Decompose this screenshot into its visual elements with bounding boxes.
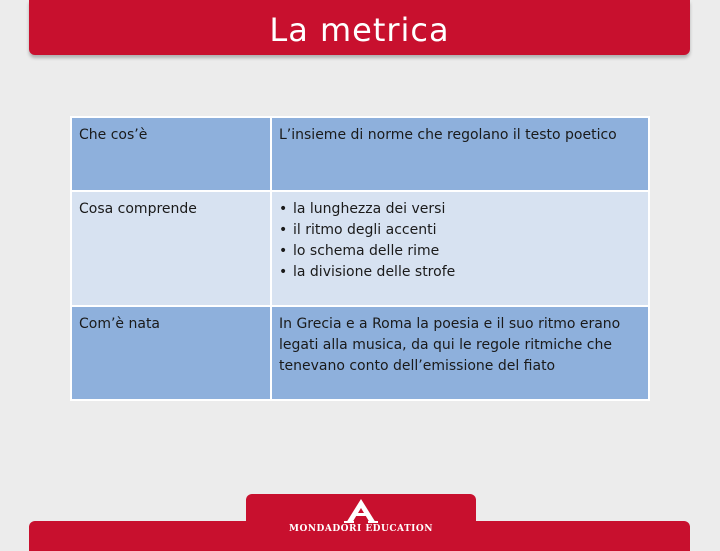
metrica-table xyxy=(70,116,650,401)
row-content xyxy=(271,117,649,191)
list-item: • lo schema delle rime xyxy=(279,241,641,262)
row-label: Cosa comprende xyxy=(71,191,271,306)
row-label: Com’è nata xyxy=(71,306,271,400)
list-item: • il ritmo degli accenti xyxy=(279,220,641,241)
row-content xyxy=(271,306,649,400)
list-item: • la lunghezza dei versi xyxy=(279,199,641,220)
title-bar xyxy=(29,0,690,55)
mondadori-logo-icon xyxy=(343,498,379,524)
content-text: L’insieme di xyxy=(279,127,368,143)
row-content xyxy=(271,191,649,306)
logo-wordmark: MONDADORI EDUCATION xyxy=(289,524,433,534)
row-label: Che cos’è xyxy=(71,117,271,191)
table-row xyxy=(71,117,649,191)
slide-title: La metrica xyxy=(269,10,450,49)
bullet-list xyxy=(279,199,641,283)
content-highlight: musica xyxy=(352,337,403,353)
publisher-logo xyxy=(246,494,476,550)
content-text: che regolano il testo poetico xyxy=(412,127,617,143)
list-item: • la divisione delle strofe xyxy=(279,262,641,283)
content-text: , da qui le regole ritmiche che tenevano conto dell’emissione del fiato xyxy=(279,337,612,374)
content-text: In Grecia e a Roma la poesia e il suo ritmo erano legati alla xyxy=(279,316,621,353)
content-highlight: norme xyxy=(367,127,413,143)
table-row xyxy=(71,306,649,400)
table-row xyxy=(71,191,649,306)
